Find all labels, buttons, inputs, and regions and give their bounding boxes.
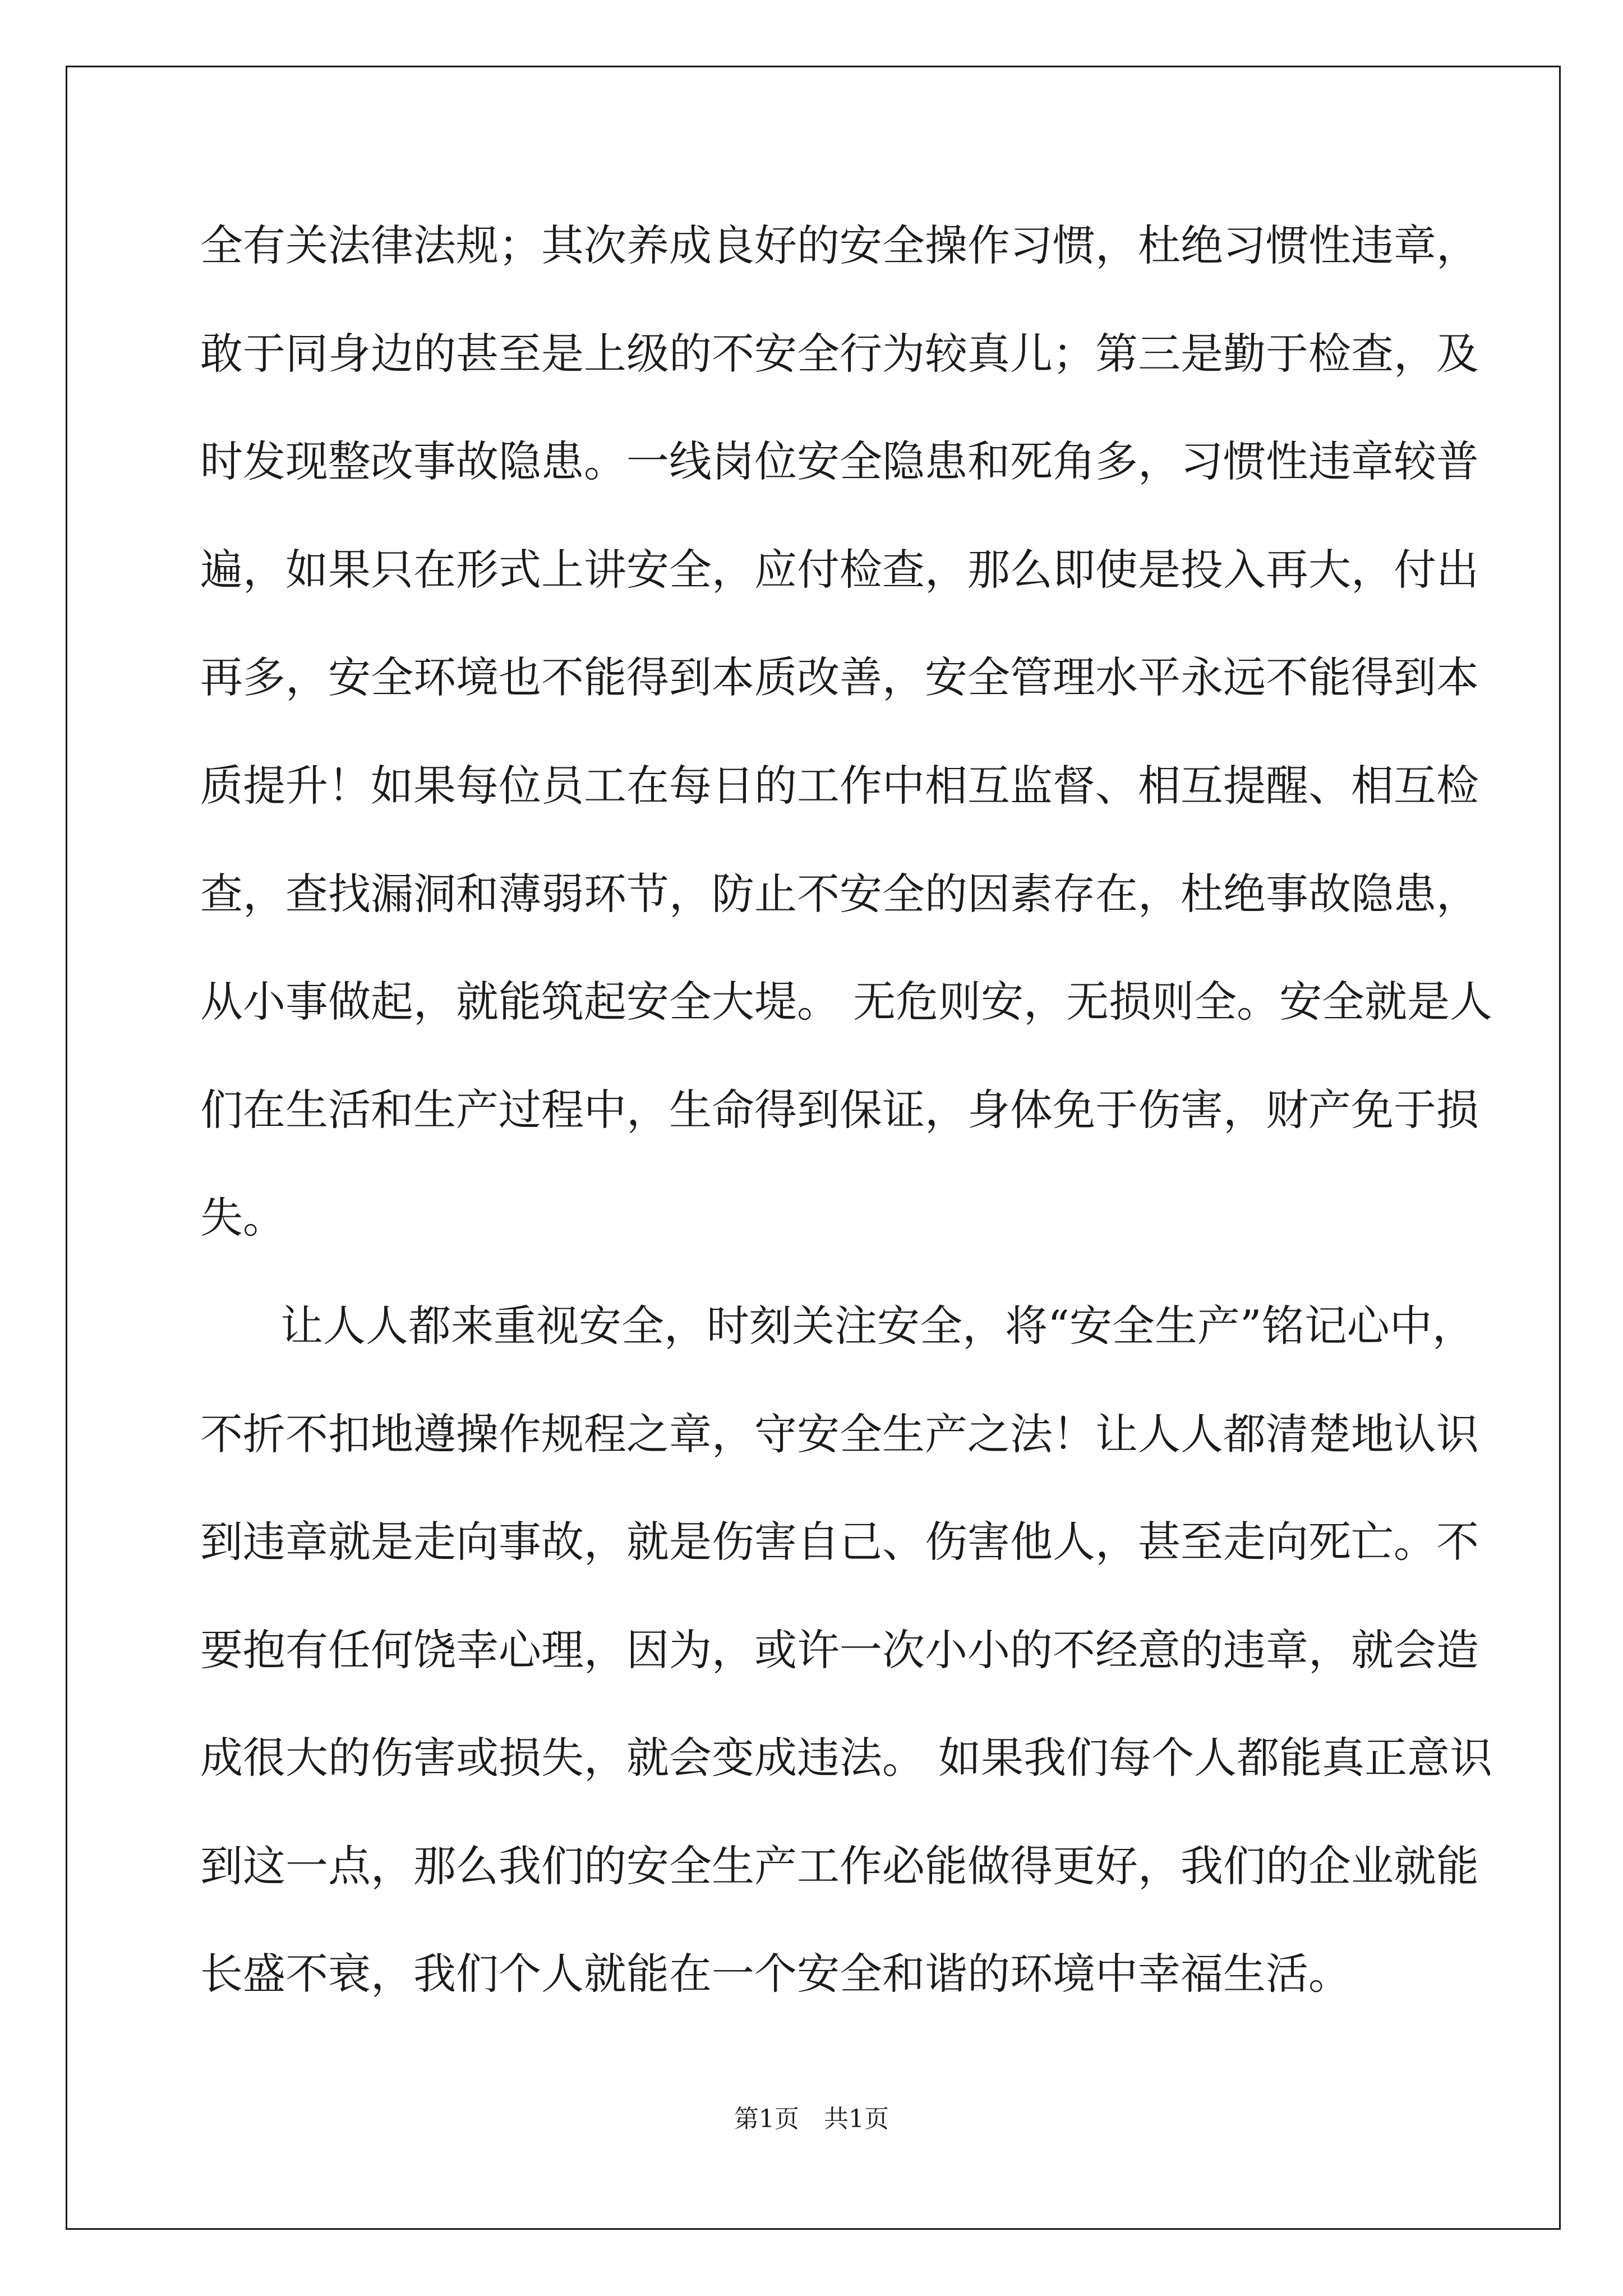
text-line: 失。 [200, 1193, 285, 1243]
text-line: 要抱有任何饶幸心理，因为，或许一次小小的不经意的违章，就会造 [200, 1625, 1479, 1675]
text-line: 们在生活和生产过程中，生命得到保证，身体免于伤害，财产免于损 [200, 1085, 1479, 1135]
text-line: 到违章就是走向事故，就是伤害自己、伤害他人，甚至走向死亡。不 [200, 1517, 1479, 1567]
text-line: 不折不扣地遵操作规程之章，守安全生产之法！让人人都清楚地认识 [200, 1409, 1479, 1459]
text-line: 查，查找漏洞和薄弱环节，防止不安全的因素存在，杜绝事故隐患， [200, 869, 1479, 919]
text-line: 从小事做起，就能筑起安全大堤。 无危则安，无损则全。安全就是人 [200, 977, 1493, 1027]
text-line: 时发现整改事故隐患。一线岗位安全隐患和死角多，习惯性违章较普 [200, 436, 1479, 486]
text-line: 全有关法律法规；其次养成良好的安全操作习惯，杜绝习惯性违章， [200, 220, 1479, 270]
text-line: 质提升！如果每位员工在每日的工作中相互监督、相互提醒、相互检 [200, 761, 1479, 811]
text-line: 敢于同身边的甚至是上级的不安全行为较真儿；第三是勤于检查，及 [200, 329, 1479, 379]
text-line: 成很大的伤害或损失，就会变成违法。 如果我们每个人都能真正意识 [200, 1733, 1493, 1783]
text-line: 再多，安全环境也不能得到本质改善，安全管理水平永远不能得到本 [200, 652, 1479, 702]
page-border [66, 66, 1561, 2230]
text-line: 让人人都来重视安全，时刻关注安全，将“安全生产”铭记心中， [280, 1301, 1475, 1351]
text-line: 到这一点，那么我们的安全生产工作必能做得更好，我们的企业就能 [200, 1841, 1479, 1891]
page-number-footer: 第1页 共1页 [734, 2105, 889, 2133]
text-line: 长盛不衰，我们个人就能在一个安全和谐的环境中幸福生活。 [200, 1949, 1351, 1999]
text-line: 遍，如果只在形式上讲安全，应付检查，那么即使是投入再大，付出 [200, 545, 1479, 595]
